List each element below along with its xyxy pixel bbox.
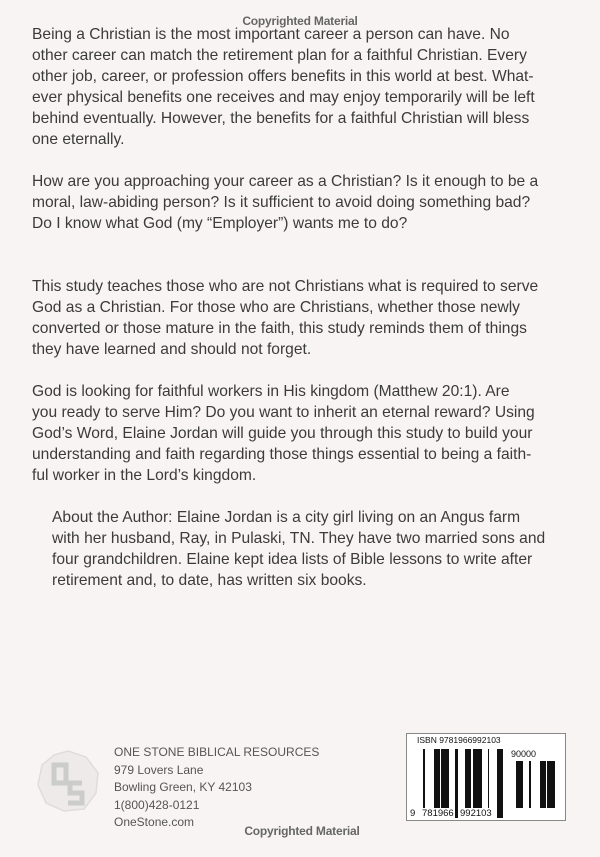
text-line: you ready to serve Him? Do you want to inherit an eternal reward? Using (32, 404, 535, 421)
copyright-watermark-bottom: Copyrighted Material (244, 824, 360, 838)
barcode-bar (516, 761, 517, 808)
publisher-address-line-1: 979 Lovers Lane (114, 762, 204, 777)
text-line: Do I know what God (my “Employer”) wants me to do? (32, 215, 408, 232)
publisher-info (114, 744, 319, 832)
description-paragraph-1 (32, 24, 592, 150)
text-line: God as a Christian. For those who are Christians, whether those newly (32, 299, 520, 316)
barcode-bar (529, 761, 531, 808)
text-line: moral, law-abiding person? Is it sufficient to avoid doing something bad? (32, 194, 531, 211)
text-line: four grandchildren. Elaine kept idea lists of Bible lessons to write after (52, 551, 533, 568)
isbn-label: ISBN 9781966992103 (417, 735, 501, 745)
barcode-digit-1: 9 (410, 808, 416, 819)
text-line: How are you approaching your career as a Christian? Is it enough to be a (32, 173, 539, 190)
copyright-watermark-top: Copyrighted Material (242, 14, 358, 28)
publisher-phone: 1(800)428-0121 (114, 797, 200, 812)
barcode-bar (540, 761, 541, 808)
text-line: behind eventually. However, the benefits for a faithful Christian will bless (32, 110, 530, 127)
text-line: ever physical benefits one receives and may enjoy temporarily will be left (32, 89, 535, 106)
barcode-bar (552, 761, 553, 808)
text-line: one eternally. (32, 131, 125, 148)
description-paragraph-2 (32, 171, 592, 234)
barcode-digits-group-1: 781966 (422, 808, 454, 819)
barcode-bar (519, 761, 522, 808)
barcode-bar (522, 761, 523, 808)
description-paragraph-3 (32, 276, 592, 360)
text-line: Being a Christian is the most important career a person can have. No (32, 26, 510, 43)
text-line: About the Author: Elaine Jordan is a city girl living on an Angus farm (52, 509, 521, 526)
about-the-author (52, 507, 600, 591)
publisher-website: OneStone.com (114, 815, 195, 830)
barcode-bar (455, 749, 458, 818)
barcode-bar (517, 761, 519, 808)
barcode-bar (553, 761, 555, 808)
text-line: they have learned and should not forget. (32, 341, 312, 358)
barcode-bar (547, 761, 549, 808)
text-line: God’s Word, Elaine Jordan will guide you through this study to build your (32, 425, 533, 442)
barcode-bar (549, 761, 552, 808)
one-stone-logo-icon (36, 749, 100, 813)
price-code: 90000 (511, 749, 537, 759)
barcode-bar (543, 761, 546, 808)
barcode-bar (541, 761, 543, 808)
barcode-bar (497, 749, 500, 818)
barcode-digits-group-2: 992103 (460, 808, 492, 819)
barcode-bar (501, 749, 503, 818)
text-line: other career can match the retirement plan for a faithful Christian. Every (32, 47, 527, 64)
text-line: God is looking for faithful workers in His kingdom (Matthew 20:1). Are (32, 383, 510, 400)
publisher-address-line-2: Bowling Green, KY 42103 (114, 780, 252, 795)
barcode-bar (500, 749, 501, 818)
text-line: understanding and faith regarding those things essential to being a faith- (32, 446, 532, 463)
text-line: with her husband, Ray, in Pulaski, TN. They have two married sons and (52, 530, 546, 547)
description-paragraph-4 (32, 381, 592, 486)
isbn-barcode (406, 733, 566, 821)
text-line: This study teaches those who are not Christians what is required to serve (32, 278, 539, 295)
publisher-name: ONE STONE BIBLICAL RESOURCES (114, 745, 320, 759)
text-line: ful worker in the Lord’s kingdom. (32, 467, 257, 484)
text-line: retirement and, to date, has written six books. (52, 572, 367, 589)
text-line: converted or those mature in the faith, this study reminds them of things (32, 320, 527, 337)
text-line: other job, career, or profession offers benefits in this world at best. What- (32, 68, 534, 85)
